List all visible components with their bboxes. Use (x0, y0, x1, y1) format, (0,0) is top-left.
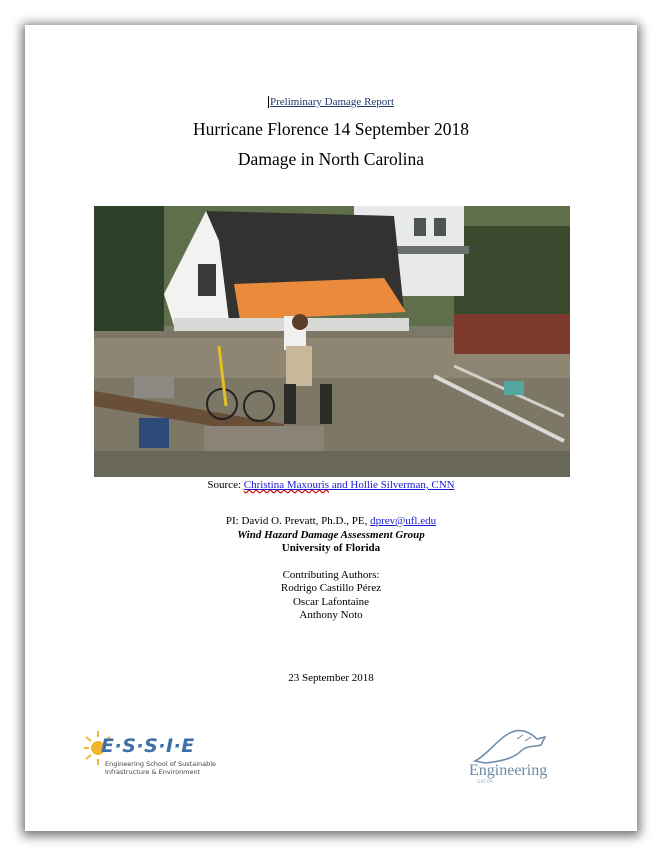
source-author-misspelled: Christina Maxouris (243, 479, 330, 491)
essie-tagline (105, 761, 235, 776)
gator-engineering-logo (465, 725, 555, 785)
source-link-rest: and Hollie Silverman, CNN (329, 479, 455, 491)
photo-source-line (25, 479, 637, 491)
gator-wordmark: Engineering (469, 762, 548, 779)
research-group: Wind Hazard Damage Assessment Group (237, 529, 425, 541)
pi-line (25, 515, 637, 527)
text-cursor (268, 96, 269, 108)
essie-tagline-line2: Infrastructure & Environment (105, 767, 201, 776)
hurricane-damage-photo (94, 206, 570, 477)
essie-wordmark: E·S·S·I·E (101, 735, 195, 757)
report-date: 23 September 2018 (288, 672, 374, 684)
university-name: University of Florida (281, 542, 381, 554)
essie-tagline-line1: Engineering School of Sustainable (105, 760, 217, 768)
contributors-heading: Contributing Authors: (282, 569, 380, 581)
source-prefix: Source: (207, 479, 244, 491)
report-title: Hurricane Florence 14 September 2018 (192, 119, 470, 139)
photo-illustration (94, 206, 570, 477)
pi-email-link[interactable]: dprev@ufl.edu (370, 515, 437, 527)
report-subtitle: Damage in North Carolina (237, 149, 425, 169)
document-page (25, 25, 637, 831)
essie-logo (83, 728, 233, 780)
contributor-name: Rodrigo Castillo Pérez (280, 582, 382, 594)
pi-name: PI: David O. Prevatt, Ph.D., PE, (225, 515, 371, 527)
gator-subtext: GATOR (477, 779, 494, 784)
contributor-name: Oscar Lafontaine (292, 596, 370, 608)
source-link[interactable] (244, 479, 455, 491)
report-type-text: Preliminary Damage Report (269, 96, 395, 108)
gator-icon (465, 725, 555, 765)
report-type-label (25, 96, 637, 108)
contributor-name: Anthony Noto (299, 609, 363, 621)
